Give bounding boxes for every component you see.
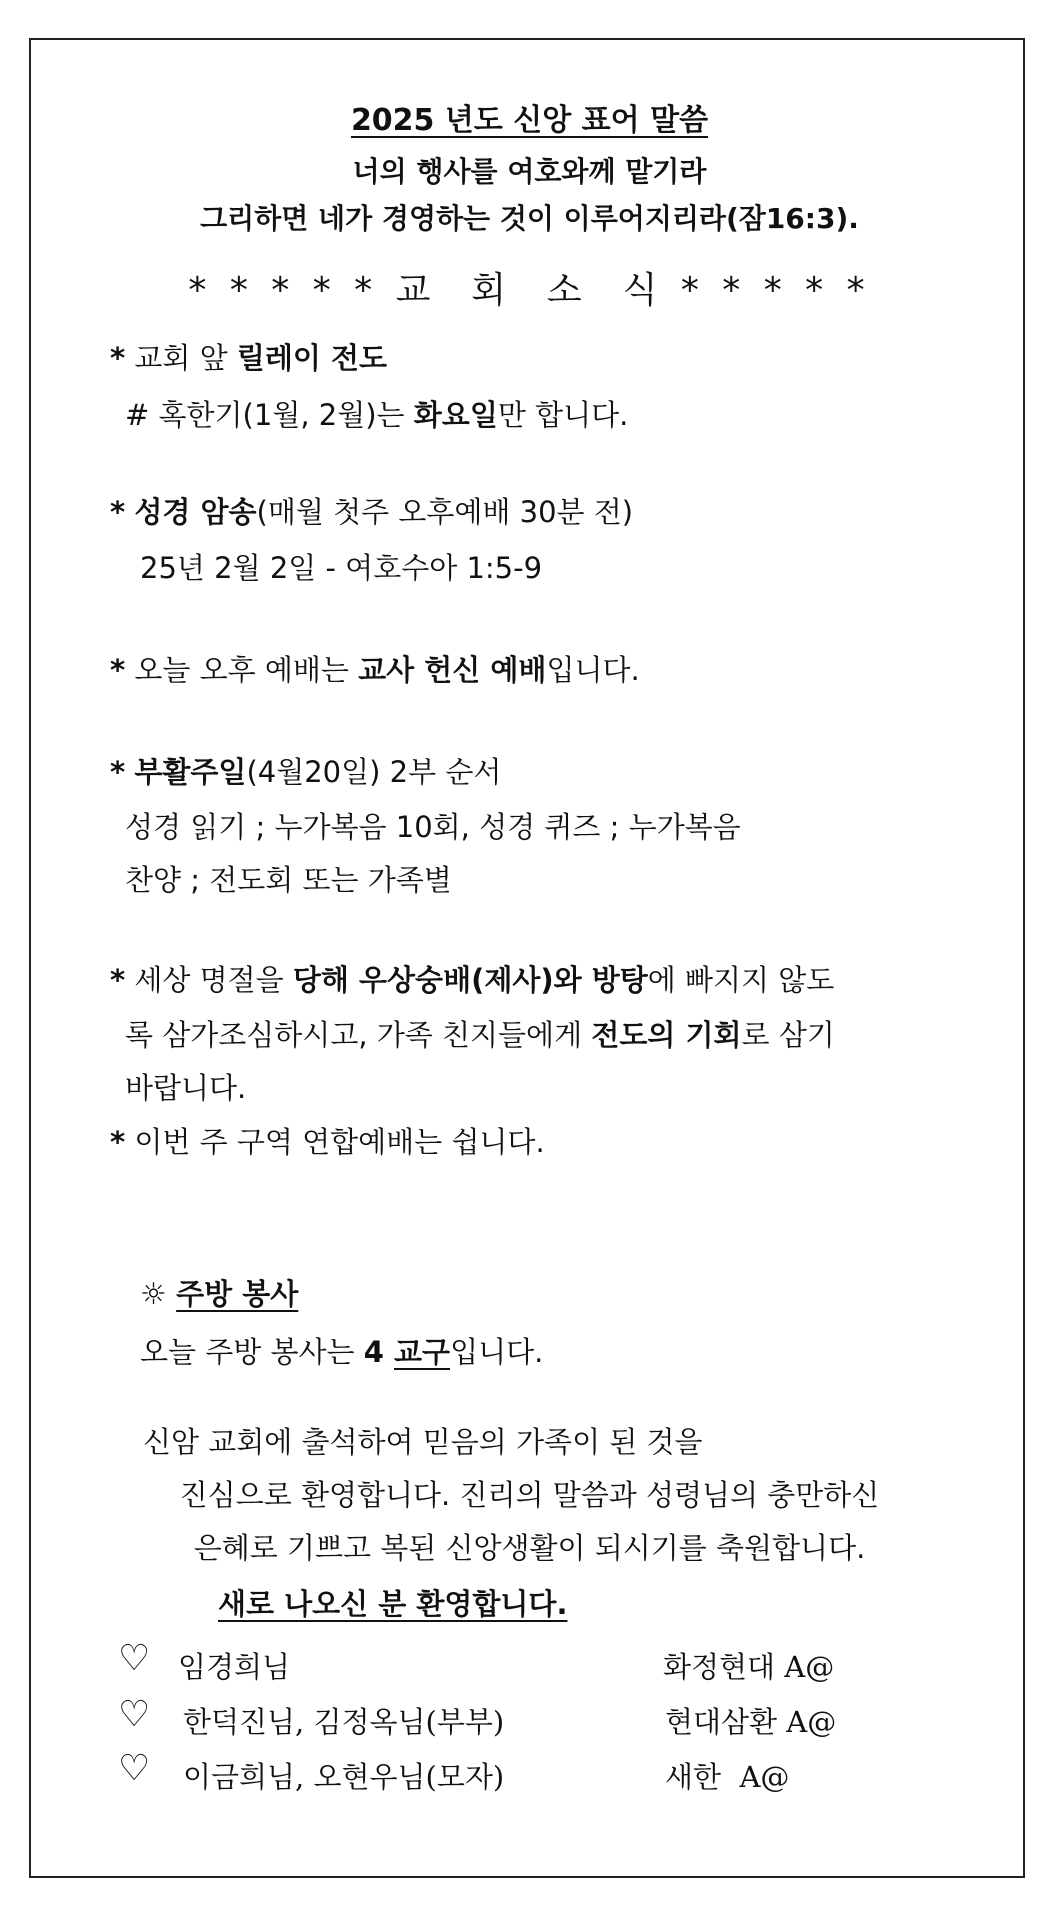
newcomer-row [118,1694,150,1735]
newcomer-place: 화정현대 A@ [663,1650,835,1684]
newcomer-row [118,1638,150,1679]
bullet: * [110,495,126,529]
kitchen-text: 오늘 주방 봉사는 4 교구입니다. [140,1335,544,1369]
welcome-line-1: 신암 교회에 출석하여 믿음의 가족이 된 것을 [143,1425,703,1459]
kitchen-title: 주방 봉사 [176,1277,299,1311]
easter-line2: 성경 읽기 ; 누가복음 10회, 성경 퀴즈 ; 누가복음 [125,810,741,844]
holiday-line2: 록 삼가조심하시고, 가족 친지들에게 전도의 기회로 삼기 [125,1018,835,1052]
heart-icon: ♡ [118,1638,151,1679]
heart-icon: ♡ [118,1748,151,1789]
afternoon-item: * 오늘 오후 예배는 교사 헌신 예배입니다. [110,653,640,687]
district-item: * 이번 주 구역 연합예배는 쉽니다. [110,1125,545,1159]
heart-icon: ♡ [118,1694,151,1735]
newcomer-row [118,1748,150,1789]
memorize-line2: 25년 2월 2일 - 여호수아 1:5-9 [140,551,543,585]
page-title: 2025 년도 신앙 표어 말씀 [350,103,709,138]
easter-item: * 부활주일(4월20일) 2부 순서 [110,755,502,789]
newcomer-name: 임경희님 [178,1650,291,1684]
relay-sub: # 혹한기(1월, 2월)는 화요일만 합니다. [125,398,629,432]
relay-item: * 교회 앞 릴레이 전도 [110,341,388,375]
verse-line-2: 그리하면 네가 경영하는 것이 이루어지리라(잠16:3). [200,202,859,235]
bullet: * [110,1125,126,1159]
kitchen-heading [140,1272,298,1313]
holiday-item: * 세상 명절을 당해 우상숭배(제사)와 방탕에 빠지지 않도 [110,963,835,997]
newcomer-place: 새한 A@ [665,1760,790,1794]
newcomer-name: 한덕진님, 김정옥님(부부) [183,1705,505,1739]
verse-line-1: 너의 행사를 여호와께 맡기라 [352,155,707,188]
memorize-item: * 성경 암송(매월 첫주 오후예배 30분 전) [110,495,634,529]
bullet: * [110,755,126,789]
bullet: * [110,963,126,997]
easter-line3: 찬양 ; 전도회 또는 가족별 [125,863,452,897]
news-heading: * * * * * 교 회 소 식 * * * * * [188,270,871,311]
bullet: * [110,341,126,375]
welcome-line-2: 진심으로 환영합니다. 진리의 말씀과 성령님의 충만하신 [179,1478,880,1512]
newcomer-place: 현대삼환 A@ [665,1705,837,1739]
sun-icon: ☼ [140,1277,167,1312]
newcomer-heading: 새로 나오신 분 환영합니다. [218,1587,568,1621]
bullet: * [110,653,126,687]
welcome-line-3: 은혜로 기쁘고 복된 신앙생활이 되시기를 축원합니다. [193,1531,866,1565]
newcomer-name: 이금희님, 오현우님(모자) [183,1760,505,1794]
holiday-line3: 바랍니다. [125,1071,247,1105]
header-title-row [0,95,1059,139]
